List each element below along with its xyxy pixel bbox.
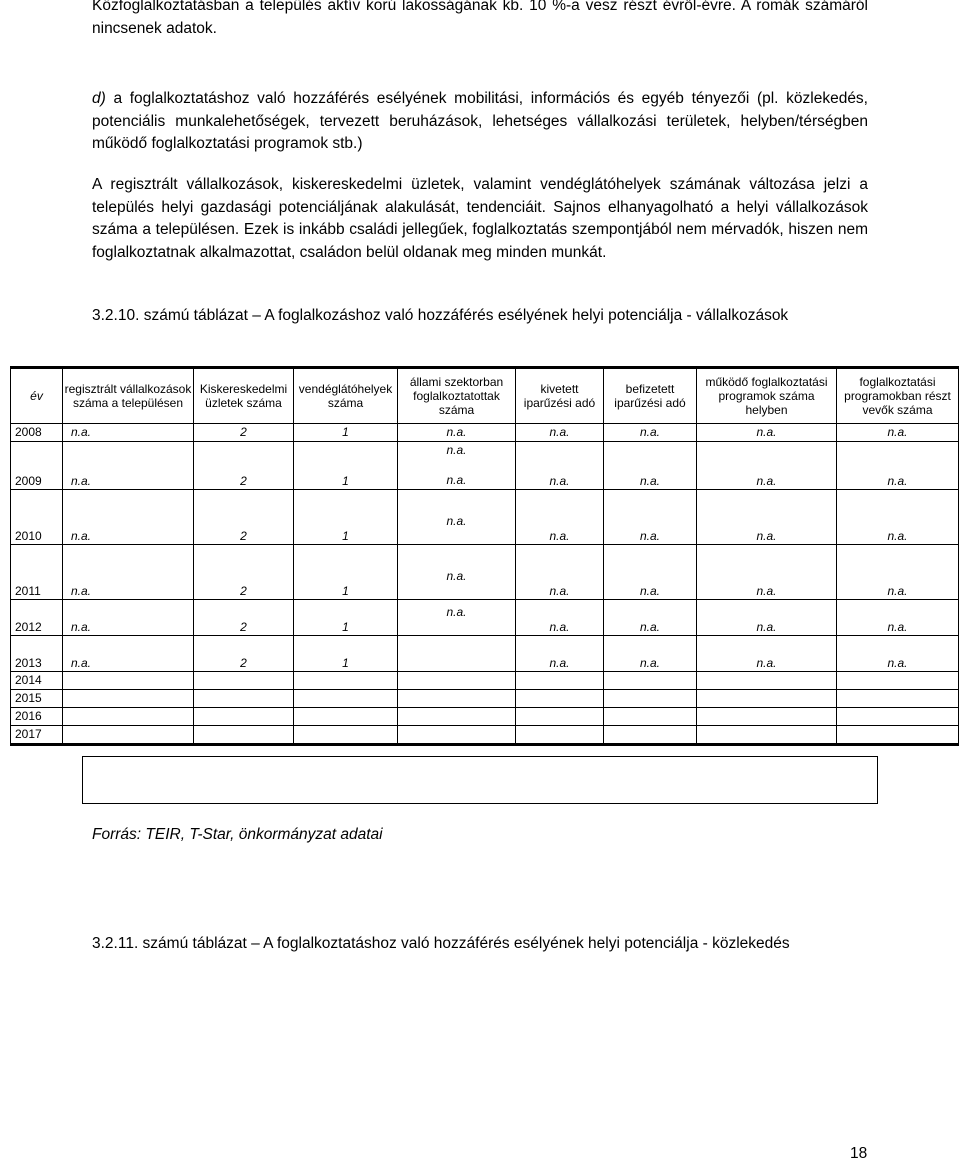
cell-value: n.a. bbox=[604, 600, 697, 636]
cell-year: 2014 bbox=[11, 672, 63, 690]
table-row bbox=[11, 672, 959, 690]
cell-value: 2 bbox=[194, 490, 294, 545]
table-row bbox=[11, 424, 959, 442]
header-registered-businesses: regisztrált vállalkozások száma a településen bbox=[63, 368, 194, 424]
cell-value: n.a. bbox=[697, 636, 837, 672]
cell-value: n.a. bbox=[697, 442, 837, 490]
cell-value: n.a. bbox=[697, 600, 837, 636]
cell-value: n.a. bbox=[516, 636, 604, 672]
cell-value: n.a. bbox=[398, 424, 516, 442]
cell-value: n.a. bbox=[697, 490, 837, 545]
cell-value: n.a. bbox=[516, 424, 604, 442]
cell-year: 2012 bbox=[11, 600, 63, 636]
section-d-paragraph bbox=[92, 88, 868, 156]
cell-value: 1 bbox=[294, 424, 398, 442]
table-header-row bbox=[11, 368, 959, 424]
table-row bbox=[11, 600, 959, 636]
cell-value: 2 bbox=[194, 636, 294, 672]
header-paid-tax: befizetett iparűzési adó bbox=[604, 368, 697, 424]
cell-value: 2 bbox=[194, 600, 294, 636]
table-row bbox=[11, 636, 959, 672]
table-row bbox=[11, 442, 959, 490]
cell-year: 2008 bbox=[11, 424, 63, 442]
cell-value: n.a. bbox=[446, 443, 467, 457]
header-public-sector: állami szektorban foglalkoztatottak száma bbox=[398, 368, 516, 424]
cell-year: 2015 bbox=[11, 690, 63, 708]
header-retail-shops: Kiskereskedelmi üzletek száma bbox=[194, 368, 294, 424]
cell-value: 2 bbox=[194, 442, 294, 490]
source-note: Forrás: TEIR, T-Star, önkormányzat adatai bbox=[92, 826, 383, 843]
table-row bbox=[11, 708, 959, 726]
cell-value: n.a. bbox=[604, 424, 697, 442]
cell-value: 1 bbox=[294, 600, 398, 636]
header-hospitality: vendéglátóhelyek száma bbox=[294, 368, 398, 424]
cell-value: n.a. bbox=[446, 605, 467, 619]
cell-value: n.a. bbox=[516, 545, 604, 600]
table-row bbox=[11, 726, 959, 745]
cell-value: n.a. bbox=[63, 424, 194, 442]
cell-value: n.a. bbox=[63, 545, 194, 600]
cell-value: n.a. bbox=[697, 545, 837, 600]
table-row bbox=[11, 545, 959, 600]
cell-value: n.a. bbox=[516, 442, 604, 490]
header-participants: foglalkoztatási programokban részt vevők száma bbox=[837, 368, 959, 424]
cell-value: n.a. bbox=[604, 490, 697, 545]
header-year: év bbox=[11, 368, 63, 424]
business-paragraph: A regisztrált vállalkozások, kiskereskedelmi üzletek, valamint vendéglátóhelyek számának változása jelzi a település helyi gazdasági potenciáljának alakulását, tendenciáit. Sajnos elhanyagolható a helyi vállalkozások száma a településen. Ezek is inkább családi jellegűek, foglalkoztatás szempontjából nem mérvadók, hiszen nem foglalkoztatnak alkalmazottat, családon belül oldanak meg minden munkát. bbox=[92, 176, 868, 261]
cell-value: n.a. bbox=[446, 473, 467, 487]
cell-value: n.a. bbox=[63, 600, 194, 636]
cell-value: n.a. bbox=[516, 600, 604, 636]
cell-value: n.a. bbox=[604, 442, 697, 490]
table-row bbox=[11, 490, 959, 545]
cell-value: n.a. bbox=[837, 636, 959, 672]
table-caption-next: 3.2.11. számú táblázat – A foglalkoztatáshoz való hozzáférés esélyének helyi potenciálja - közlekedés bbox=[92, 935, 790, 952]
table-caption: 3.2.10. számú táblázat – A foglalkozáshoz való hozzáférés esélyének helyi potenciálja - vállalkozások bbox=[92, 307, 789, 324]
cell-value: 2 bbox=[194, 545, 294, 600]
cell-value: n.a. bbox=[63, 636, 194, 672]
cell-year: 2009 bbox=[11, 442, 63, 490]
cell-value: n.a. bbox=[837, 600, 959, 636]
cell-value: n.a. bbox=[604, 636, 697, 672]
cell-year: 2010 bbox=[11, 490, 63, 545]
table-row bbox=[11, 690, 959, 708]
section-d-label: d) bbox=[92, 90, 106, 107]
cell-value: n.a. bbox=[837, 545, 959, 600]
cell-value-stack bbox=[398, 442, 516, 490]
cell-value: n.a. bbox=[697, 424, 837, 442]
businesses-table bbox=[10, 366, 959, 746]
cell-value: 1 bbox=[294, 442, 398, 490]
cell-value bbox=[398, 600, 516, 636]
cell-value: n.a. bbox=[837, 442, 959, 490]
cell-value bbox=[398, 545, 516, 600]
cell-value: 1 bbox=[294, 545, 398, 600]
cell-value bbox=[398, 490, 516, 545]
cell-value: 1 bbox=[294, 636, 398, 672]
cell-value: n.a. bbox=[446, 569, 467, 583]
header-levied-tax: kivetett iparűzési adó bbox=[516, 368, 604, 424]
header-programs: működő foglalkoztatási programok száma helyben bbox=[697, 368, 837, 424]
cell-value: 2 bbox=[194, 424, 294, 442]
cell-value: 1 bbox=[294, 490, 398, 545]
cell-year: 2017 bbox=[11, 726, 63, 745]
cell-year: 2011 bbox=[11, 545, 63, 600]
cell-year: 2013 bbox=[11, 636, 63, 672]
cell-value: n.a. bbox=[604, 545, 697, 600]
cell-value: n.a. bbox=[837, 424, 959, 442]
section-d-text: a foglalkoztatáshoz való hozzáférés esélyének mobilitási, információs és egyéb tényezői (pl. közlekedés, potenciális munkalehetőségek, tervezett beruházások, lehetséges vállalkozási területek, helyben/térségben működő foglalkoztatási programok stb.) bbox=[92, 90, 868, 152]
intro-paragraph: Közfoglalkoztatásban a település aktív korú lakosságának kb. 10 %-a vesz részt évről-évre. A romák számáról nincsenek adatok. bbox=[92, 0, 868, 37]
cell-value: n.a. bbox=[446, 514, 467, 528]
cell-value: n.a. bbox=[516, 490, 604, 545]
cell-value: n.a. bbox=[63, 442, 194, 490]
cell-year: 2016 bbox=[11, 708, 63, 726]
cell-value bbox=[398, 636, 516, 672]
cell-value: n.a. bbox=[63, 490, 194, 545]
cell-value: n.a. bbox=[837, 490, 959, 545]
empty-note-box bbox=[82, 756, 878, 804]
page-number: 18 bbox=[850, 1145, 868, 1162]
